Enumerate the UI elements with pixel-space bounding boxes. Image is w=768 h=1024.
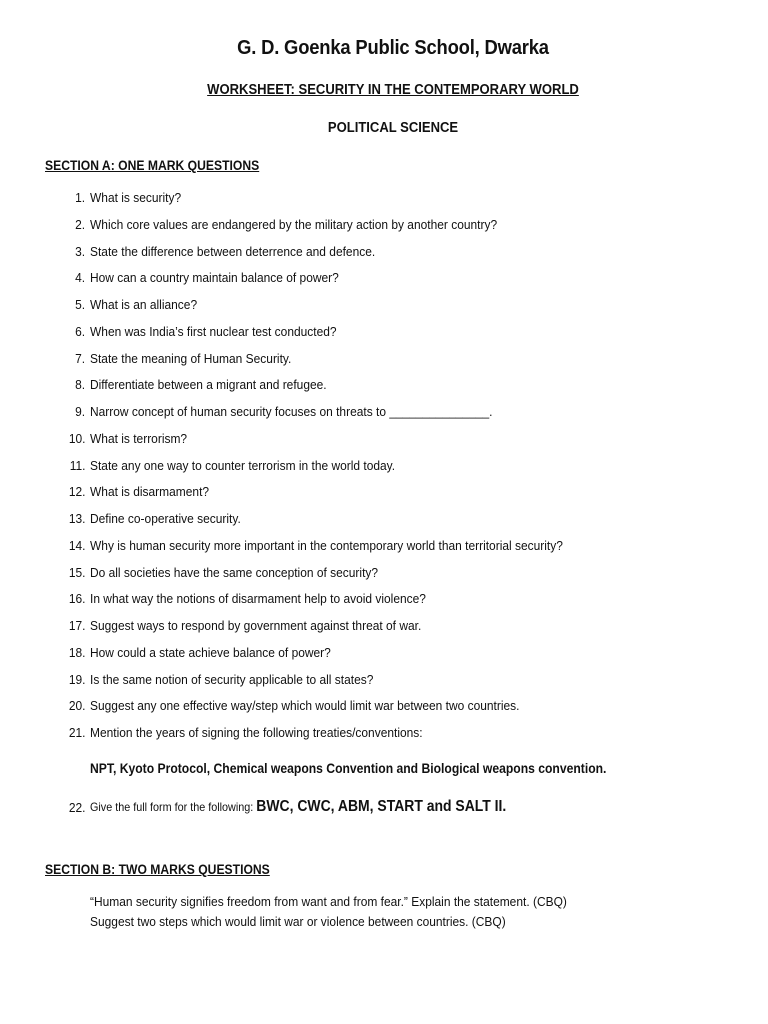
question-text: In what way the notions of disarmament help to avoid violence? [90,591,426,607]
question-number: 22. [68,800,85,815]
question-number: 14. [68,537,85,553]
question-number: 4. [75,270,85,286]
question-item [0,404,768,424]
question-text: Which core values are endangered by the military action by another country? [90,216,498,232]
question-text: Is the same notion of security applicable to all states? [90,671,374,687]
question-text: How could a state achieve balance of power? [90,644,331,660]
question-number: 11. [69,457,85,473]
question-text: State any one way to counter terrorism in the world today. [90,457,396,473]
question-number: 13. [68,511,85,526]
question-item [0,377,768,397]
question-item [0,190,768,210]
question-text: What is disarmament? [90,484,210,500]
question-number: 15. [68,564,85,580]
question-text: What is an alliance? [90,297,198,312]
question-number: 12. [68,484,85,500]
question-text: Differentiate between a migrant and refugee. [90,377,327,393]
subject-title: POLITICAL SCIENCE [327,120,459,136]
question-text: Suggest any one effective way/step which would limit war between two countries. [90,698,520,714]
question-text: Narrow concept of human security focuses on threats to _______________. [90,404,493,419]
question-item [0,672,768,692]
question-number: 2. [75,216,85,232]
section-b-heading: SECTION B: TWO MARKS QUESTIONS [45,862,270,877]
question-item [0,270,768,290]
question-text: Mention the years of signing the following treaties/conventions: [90,725,423,740]
question-number: 20. [68,698,85,714]
question-item [0,725,768,745]
question-22-terms: BWC, CWC, ABM, START and SALT II. [256,798,507,815]
question-item [0,511,768,531]
question-item [0,591,768,611]
question-number: 16. [68,591,85,607]
section-b-question: Suggest two steps which would limit war or violence between countries. (CBQ) [90,914,506,929]
question-item [0,618,768,638]
question-text: How can a country maintain balance of power? [90,270,339,286]
question-number: 5. [75,297,85,312]
question-text: State the difference between deterrence and defence. [90,243,376,259]
question-text: Suggest ways to respond by government against threat of war. [90,618,422,633]
question-text: What is security? [90,190,182,205]
question-item [0,565,768,585]
question-22-prefix: Give the full form for the following: [90,800,257,814]
question-number: 7. [75,350,85,366]
question-item [0,351,768,371]
worksheet-title-text: WORKSHEET: SECURITY IN THE CONTEMPORARY WORLD [207,82,579,98]
question-item [0,324,768,344]
question-item [0,645,768,665]
worksheet-title [39,82,746,98]
question-text: Define co-operative security. [90,511,241,526]
question-item [0,538,768,558]
question-text: What is terrorism? [90,430,188,446]
question-item [0,458,768,478]
question-number: 17. [68,618,85,633]
question-number: 8. [75,377,85,393]
question-22 [0,798,768,820]
question-item [0,244,768,264]
section-b-question: “Human security signifies freedom from want and from fear.” Explain the statement. (CBQ) [90,894,567,909]
question-number: 1. [75,190,85,205]
question-text: Do all societies have the same conception of security? [90,564,379,580]
question-number: 19. [68,671,85,687]
question-item [0,698,768,718]
question-number: 21. [68,725,85,740]
question-number: 10. [68,430,85,446]
question-number: 18. [68,644,85,660]
section-a-heading: SECTION A: ONE MARK QUESTIONS [45,158,260,173]
question-text: Why is human security more important in the contemporary world than territorial security? [90,537,563,553]
question-text: When was India’s first nuclear test conducted? [90,323,337,339]
question-item [0,431,768,451]
question-item [0,484,768,504]
question-text [90,798,506,816]
school-name: G. D. Goenka Public School, Dwarka [237,37,549,59]
question-number: 3. [75,243,85,259]
question-number: 6. [75,323,85,339]
question-item [0,297,768,317]
question-item [0,217,768,237]
question-number: 9. [75,404,85,419]
treaties-list: NPT, Kyoto Protocol, Chemical weapons Convention and Biological weapons convention. [90,761,607,776]
question-text: State the meaning of Human Security. [90,350,292,366]
